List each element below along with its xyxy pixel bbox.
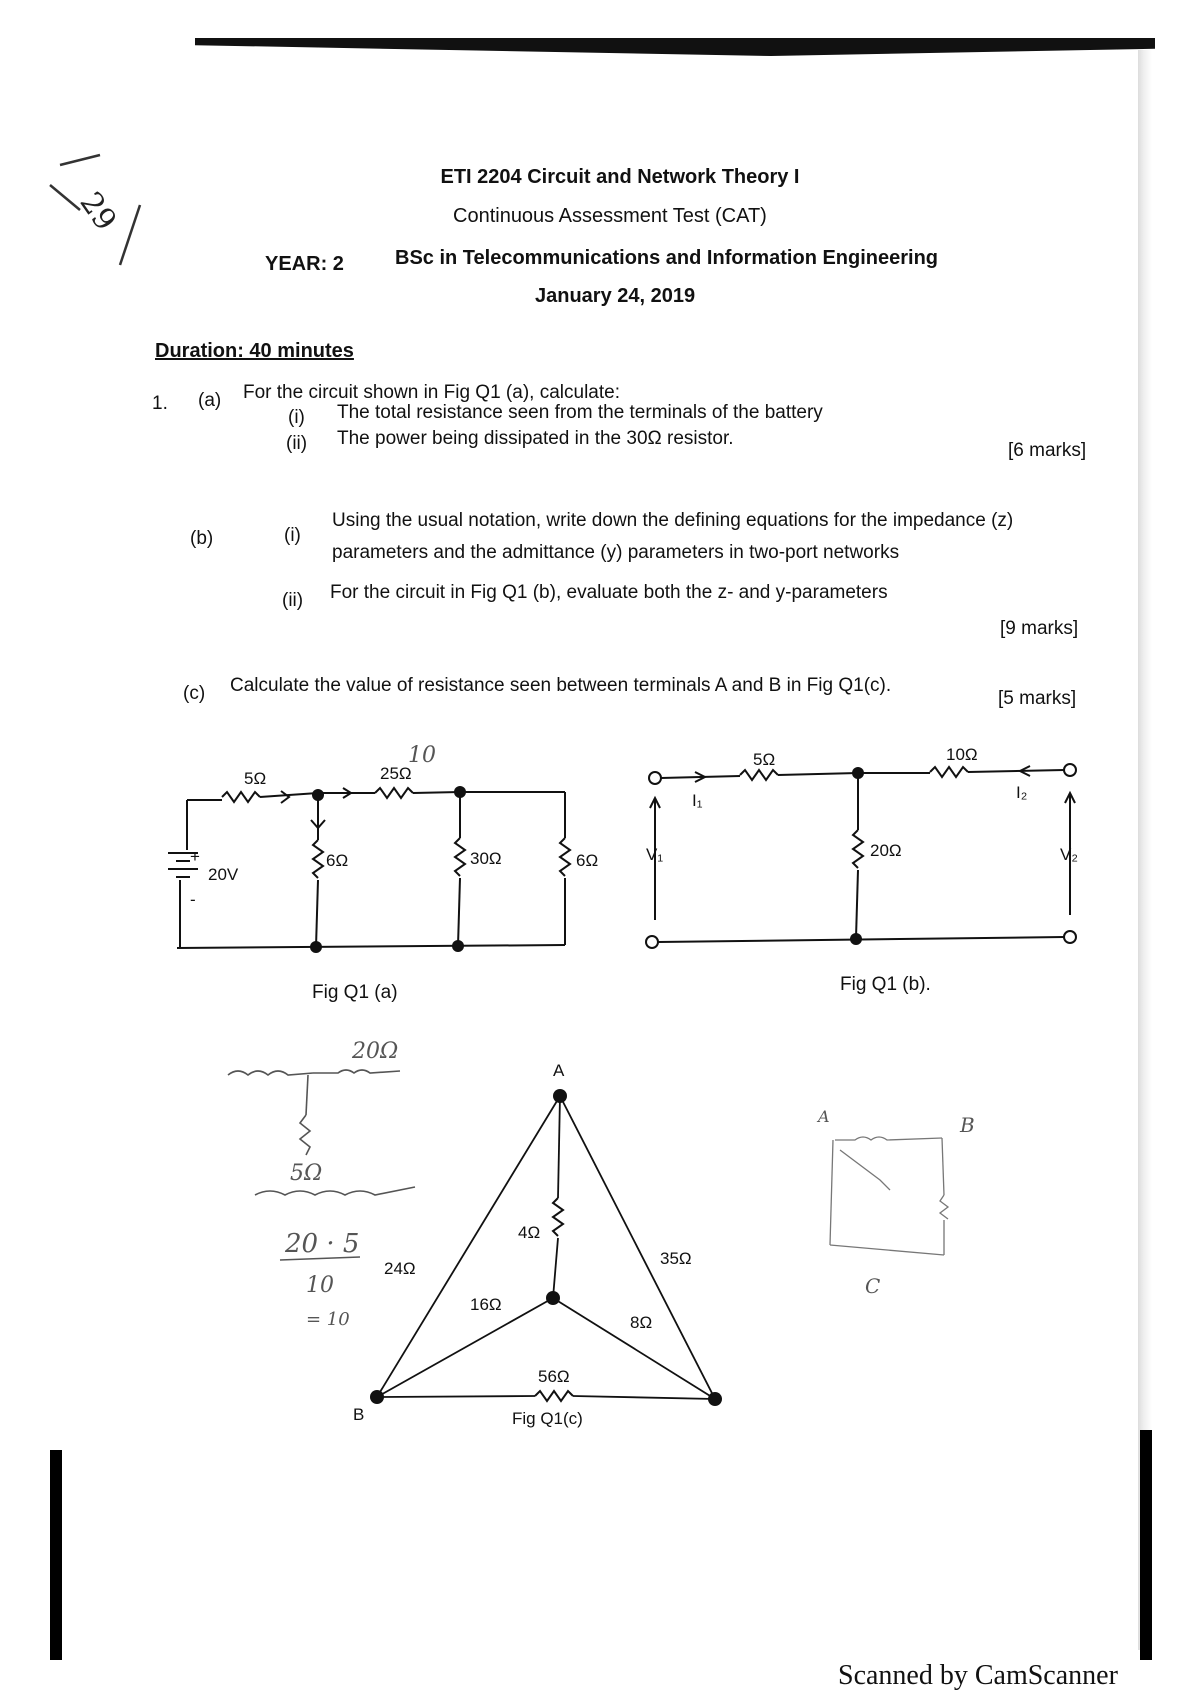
scanner-watermark: Scanned by CamScanner bbox=[838, 1660, 1118, 1691]
hand-calc-res: = 10 bbox=[306, 1309, 350, 1330]
fig-a-r-shunt2-label: 30Ω bbox=[470, 849, 502, 868]
hand-sketch-mid: 5Ω bbox=[290, 1161, 323, 1186]
q1a-ii-text: The power being dissipated in the 30Ω resistor. bbox=[337, 428, 734, 449]
q1c-label: (c) bbox=[183, 683, 206, 704]
fig-c-r-center-right-label: 8Ω bbox=[630, 1313, 653, 1332]
q1b-marks: [9 marks] bbox=[1000, 618, 1079, 639]
hand-calc-num: 20 · 5 bbox=[285, 1229, 360, 1259]
fig-q1b bbox=[646, 764, 1076, 948]
year-label: YEAR: 2 bbox=[265, 253, 344, 275]
hand-sketch-c: C bbox=[865, 1274, 881, 1298]
fig-a-source-label: 20V bbox=[208, 865, 239, 884]
test-title: Continuous Assessment Test (CAT) bbox=[453, 205, 767, 227]
score-text: 29 bbox=[72, 185, 124, 238]
fig-c-node-a: A bbox=[553, 1061, 565, 1080]
fig-q1c-nodes bbox=[370, 1089, 722, 1406]
q1b-ii-text: For the circuit in Fig Q1 (b), evaluate both the z- and y-parameters bbox=[330, 582, 888, 603]
fig-c-node-b: B bbox=[353, 1405, 365, 1424]
fig-a-minus: - bbox=[190, 890, 196, 909]
hand-sketch-top: 20Ω bbox=[352, 1039, 399, 1064]
fig-b-r-shunt-label: 20Ω bbox=[870, 841, 902, 860]
fig-c-r-left-edge-label: 24Ω bbox=[384, 1259, 416, 1278]
fig-a-r-series1-label: 5Ω bbox=[244, 769, 267, 788]
fig-b-r-right-label: 10Ω bbox=[946, 745, 978, 764]
fig-a-caption: Fig Q1 (a) bbox=[312, 982, 398, 1003]
fig-b-r-left-label: 5Ω bbox=[753, 750, 776, 769]
q1c-marks: [5 marks] bbox=[998, 688, 1077, 709]
question-number: 1. bbox=[152, 393, 168, 414]
fig-c-r-right-edge-label: 35Ω bbox=[660, 1249, 692, 1268]
q1b-label: (b) bbox=[190, 528, 214, 549]
fig-b-i1-label: I₁ bbox=[692, 791, 703, 810]
fig-c-caption: Fig Q1(c) bbox=[512, 1409, 583, 1428]
hand-calc-den: 10 bbox=[306, 1273, 334, 1298]
fig-b-v1-label: V₁ bbox=[646, 845, 664, 864]
program-title: BSc in Telecommunications and Information Engineering bbox=[395, 247, 939, 269]
q1a-text: For the circuit shown in Fig Q1 (a), calculate: bbox=[243, 382, 620, 403]
fig-c-r-center-top-label: 4Ω bbox=[518, 1223, 541, 1242]
hand-sketch-a: A bbox=[818, 1107, 830, 1126]
handwritten-sketch-right bbox=[830, 1137, 948, 1255]
fig-a-r-shunt3-label: 6Ω bbox=[576, 851, 599, 870]
course-title: ETI 2204 Circuit and Network Theory I bbox=[440, 166, 800, 188]
q1b-ii-label: (ii) bbox=[282, 590, 304, 611]
fig-a-hand-note: 10 bbox=[408, 743, 436, 768]
q1b-i-text2: parameters and the admittance (y) parameters in two-port networks bbox=[332, 542, 900, 563]
hand-sketch-b: B bbox=[960, 1113, 975, 1137]
exam-date: January 24, 2019 bbox=[535, 285, 696, 307]
fig-b-v2-label: V₂ bbox=[1060, 845, 1078, 864]
fig-c-r-center-left-label: 16Ω bbox=[470, 1295, 502, 1314]
q1b-i-label: (i) bbox=[284, 525, 301, 546]
q1a-label: (a) bbox=[198, 390, 222, 411]
fig-b-i2-label: I₂ bbox=[1016, 783, 1028, 802]
q1a-ii-label: (ii) bbox=[286, 433, 308, 454]
fig-a-plus: + bbox=[190, 847, 200, 866]
q1b-i-text: Using the usual notation, write down the defining equations for the impedance (z) bbox=[332, 510, 1014, 531]
duration: Duration: 40 minutes bbox=[155, 340, 354, 362]
q1c-text: Calculate the value of resistance seen between terminals A and B in Fig Q1(c). bbox=[230, 675, 892, 696]
fig-a-r-series2-label: 25Ω bbox=[380, 764, 412, 783]
fig-b-caption: Fig Q1 (b). bbox=[840, 974, 931, 995]
q1a-i-label: (i) bbox=[288, 407, 305, 428]
fig-c-r-bottom-label: 56Ω bbox=[538, 1367, 570, 1386]
q1a-i-text: The total resistance seen from the terminals of the battery bbox=[337, 402, 823, 423]
fig-a-r-shunt1-label: 6Ω bbox=[326, 851, 349, 870]
q1a-marks: [6 marks] bbox=[1008, 440, 1087, 461]
